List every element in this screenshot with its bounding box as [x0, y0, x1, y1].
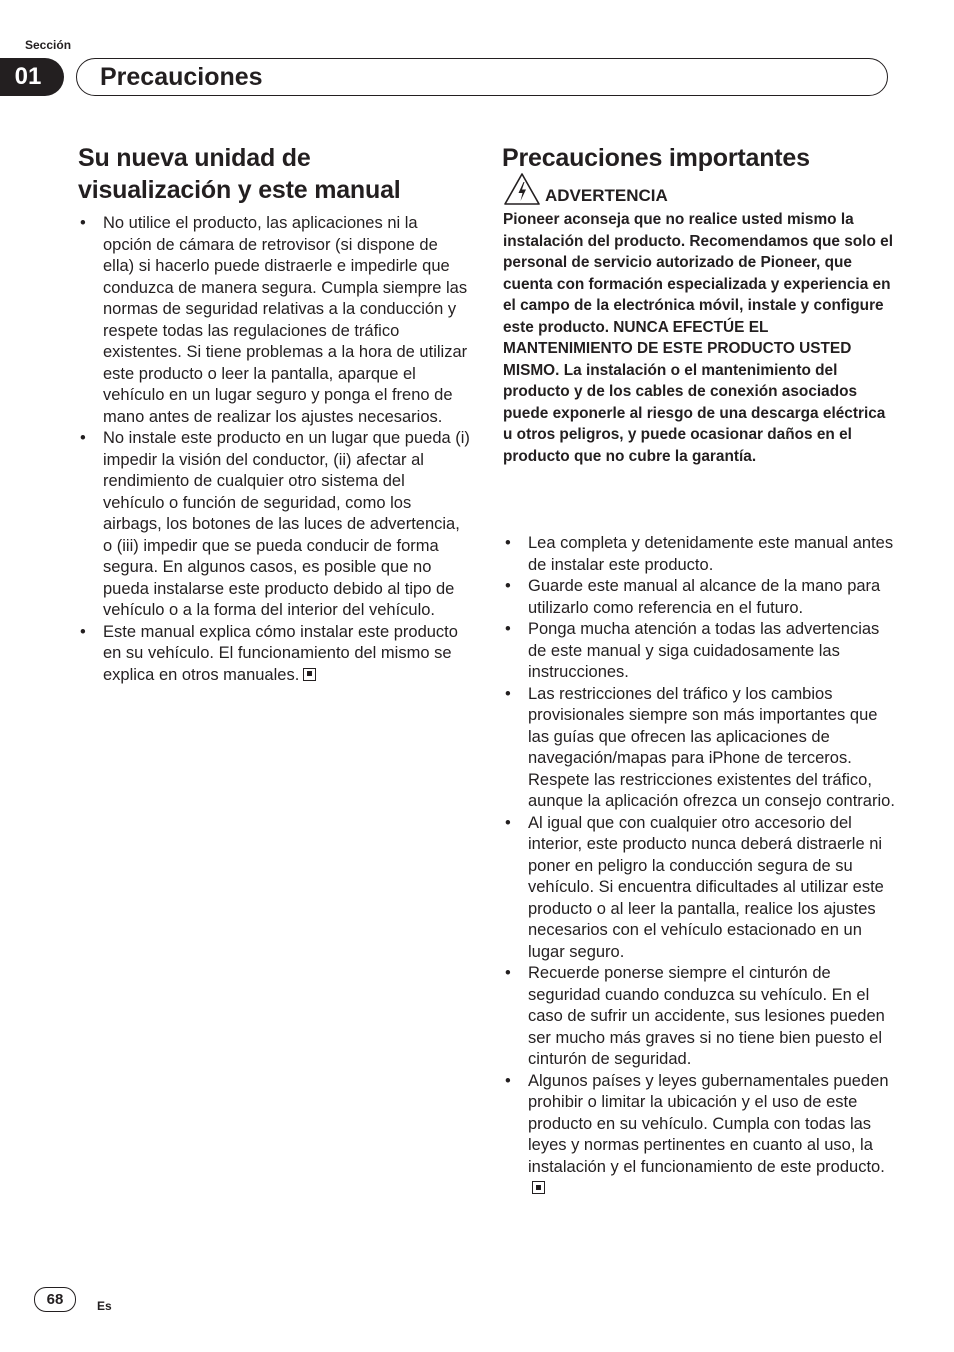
list-item: • Recuerde ponerse siempre el cinturón de seguridad cuando conduzca su vehículo. En el caso de sufrir un accidente, sus lesiones pueden ser mucho más graves si no tiene bien puesto el cinturón de seguridad. [503, 963, 895, 1071]
list-item: • No utilice el producto, las aplicaciones ni la opción de cámara de retrovisor (si dispone de ella) si hacerlo puede distraerle e impedirle que conduzca de manera segura. Cumpla siempre las normas de seguridad relativas a la conducción y respete todas las regulaciones de tráfico existentes. Si tiene problemas a la hora de utilizar este producto o leer la pantalla, aparque el vehículo en un lugar seguro y ponga el freno de mano antes de realizar los ajustes necesarios. [78, 213, 470, 428]
end-mark-icon [303, 668, 316, 681]
end-mark-icon [532, 1181, 545, 1194]
left-heading-line1: Su nueva unidad de [78, 144, 311, 172]
section-title: Precauciones [100, 63, 263, 91]
page-number: 68 [34, 1287, 76, 1312]
list-item: • No instale este producto en un lugar que pueda (i) impedir la visión del conductor, (ii) afectar al rendimiento de cualquier otro sistema del vehículo o función de seguridad, como los airbags, los botones de las luces de advertencia, o (iii) impedir que se pueda conducir de forma segura. En algunos casos, es posible que no pueda instalarse este producto debido al tipo de vehículo o a la forma del interior del vehículo. [78, 428, 470, 622]
list-item: • Lea completa y detenidamente este manual antes de instalar este producto. [503, 533, 895, 576]
language-code: Es [97, 1299, 112, 1313]
right-heading: Precauciones importantes [502, 144, 810, 172]
warning-triangle-icon [503, 172, 541, 206]
list-item: • Guarde este manual al alcance de la mano para utilizarlo como referencia en el futuro. [503, 576, 895, 619]
warning-text: Pioneer aconseja que no realice usted mismo la instalación del producto. Recomendamos que solo el personal de servicio autorizado de Pioneer, que cuenta con formación especializada y experiencia en el campo de la electrónica móvil, instale y configure este producto. NUNCA EFECTÚE EL MANTENIMIENTO DE ESTE PRODUCTO USTED MISMO. La instalación o el mantenimiento del producto y de los cables de conexión asociados puede exponerle al riesgo de una descarga eléctrica u otros peligros, y puede ocasionar daños en el producto que no cubre la garantía. [503, 211, 893, 465]
left-bullet-list [78, 213, 470, 686]
left-heading [78, 142, 478, 206]
section-number-badge: 01 [0, 58, 64, 96]
list-item: • Al igual que con cualquier otro accesorio del interior, este producto nunca deberá distraerle ni poner en peligro la conducción segura de su vehículo. Si encuentra dificultades al utilizar este producto o al leer la pantalla, realice los ajustes necesarios con el vehículo estacionado en un lugar seguro. [503, 813, 895, 964]
list-item: • Este manual explica cómo instalar este producto en su vehículo. El funcionamiento del mismo se explica en otros manuales. [78, 622, 470, 687]
left-heading-line2: visualización y este manual [78, 176, 401, 204]
list-item: • Las restricciones del tráfico y los cambios provisionales siempre son más importantes que las guías que ofrecen las aplicaciones de navegación/mapas para iPhone de terceros. Respete las restricciones existentes del tráfico, aunque la aplicación ofrezca un consejo contrario. [503, 684, 895, 813]
warning-header [503, 172, 668, 206]
right-bullet-list [503, 533, 895, 1200]
section-label: Sección [25, 38, 72, 52]
warning-label: ADVERTENCIA [545, 186, 668, 205]
list-item: • Algunos países y leyes gubernamentales pueden prohibir o limitar la ubicación y el uso de este producto en su vehículo. Cumpla con todas las leyes y normas pertinentes en cuanto al uso, la instalación y el funcionamiento de este producto. [503, 1071, 895, 1200]
list-item: • Ponga mucha atención a todas las advertencias de este manual y siga cuidadosamente las instrucciones. [503, 619, 895, 684]
